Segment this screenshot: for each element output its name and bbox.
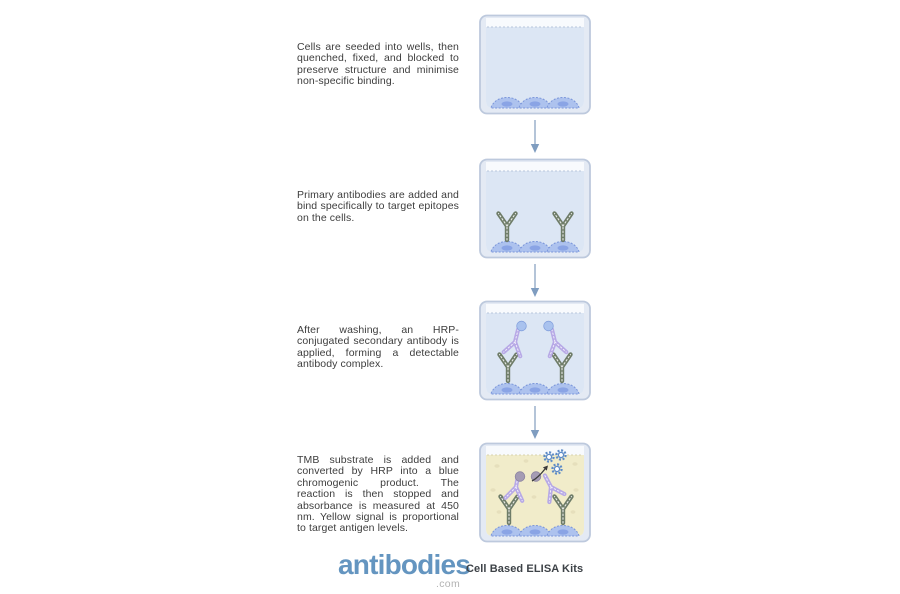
hrp-enzyme-icon: [531, 472, 541, 482]
step-2-description: Primary antibodies are added and bind specifically to target epitopes on the cells.: [297, 189, 459, 224]
well-illustration-step-2: [479, 158, 591, 259]
hrp-enzyme-icon: [544, 321, 554, 331]
step-3-description: After washing, an HRP-conjugated secondary antibody is applied, forming a detectable antibody complex.: [297, 324, 459, 371]
brand-name: antibodies: [338, 549, 471, 580]
down-arrow-icon: [529, 264, 541, 298]
hrp-enzyme-icon: [517, 321, 527, 331]
down-arrow-icon: [529, 406, 541, 440]
product-tagline: Cell Based ELISA Kits: [466, 563, 584, 575]
down-arrow-icon: [529, 120, 541, 154]
well-illustration-step-4: [479, 442, 591, 543]
step-1-description: Cells are seeded into wells, then quenched, fixed, and blocked to preserve structure and minimise non-specific binding.: [297, 41, 459, 88]
hrp-enzyme-icon: [515, 472, 525, 482]
well-illustration-step-1: [479, 14, 591, 115]
liquid-blue: [486, 27, 584, 108]
liquid-blue: [486, 171, 584, 252]
brand-logo: [338, 549, 471, 590]
well-illustration-step-3: [479, 300, 591, 401]
brand-domain-suffix: .com: [436, 578, 460, 590]
step-4-description: TMB substrate is added and converted by HRP into a blue chromogenic product. The reaction is then stopped and absorbance is measured at 450 nm. Yellow signal is proportional to target antigen levels.: [297, 454, 459, 535]
